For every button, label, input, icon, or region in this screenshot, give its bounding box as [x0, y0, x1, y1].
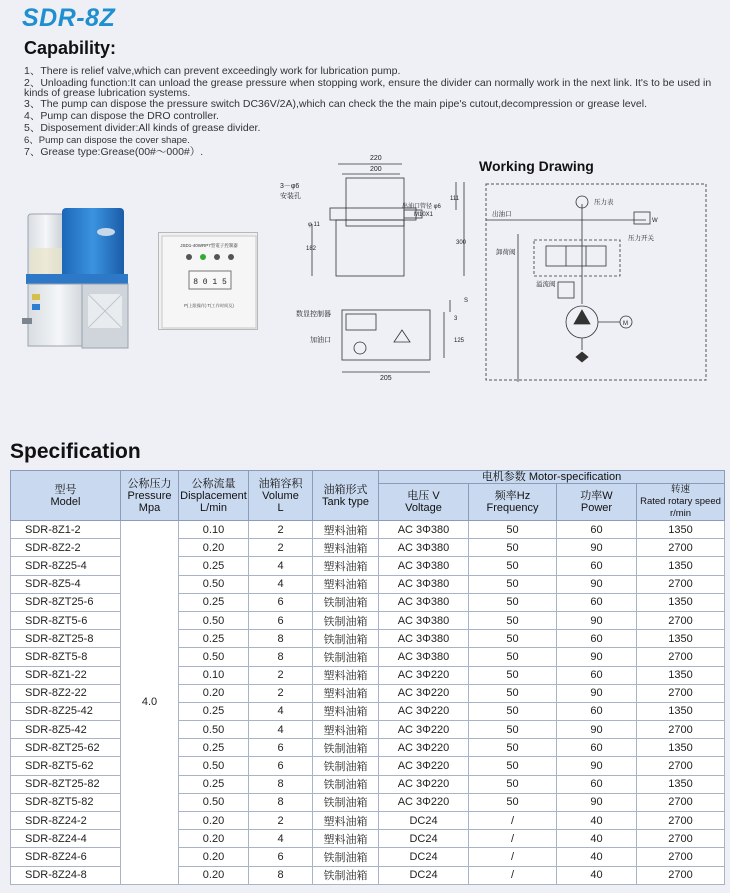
dim-182: 182	[306, 246, 317, 252]
capability-item: 1、There is relief valve,which can prevent exceedingly work for lubrication pump.	[24, 65, 401, 77]
cell-displacement: 0.25	[179, 593, 249, 611]
cell-model: SDR-8Z24-2	[11, 812, 121, 830]
cell-model: SDR-8ZT25-82	[11, 775, 121, 793]
spec-heading: Specification	[10, 440, 141, 463]
cell-frequency: 50	[469, 757, 557, 775]
col-pressure: 公称压力 Pressure Mpa	[121, 471, 179, 521]
cell-displacement: 0.25	[179, 702, 249, 720]
cell-displacement: 0.25	[179, 557, 249, 575]
cell-speed: 2700	[637, 611, 725, 629]
cell-model: SDR-8Z5-42	[11, 721, 121, 739]
dimension-drawing	[276, 152, 472, 388]
table-row	[11, 611, 725, 629]
cell-frequency: 50	[469, 775, 557, 793]
cell-volume: 4	[249, 702, 313, 720]
col-tank: 油箱形式 Tank type	[313, 471, 379, 521]
cell-frequency: 50	[469, 666, 557, 684]
cell-frequency: 50	[469, 684, 557, 702]
cell-model: SDR-8ZT5-62	[11, 757, 121, 775]
cell-model: SDR-8ZT5-6	[11, 611, 121, 629]
cell-voltage: AC 3Φ380	[379, 593, 469, 611]
cell-model: SDR-8Z2-2	[11, 539, 121, 557]
cell-displacement: 0.20	[179, 684, 249, 702]
col-voltage: 电压 V Voltage	[379, 484, 469, 521]
cell-power: 60	[557, 775, 637, 793]
cell-speed: 2700	[637, 848, 725, 866]
cell-model: SDR-8Z1-22	[11, 666, 121, 684]
cell-speed: 2700	[637, 721, 725, 739]
cell-model: SDR-8Z24-4	[11, 830, 121, 848]
schem-switch: 压力开关	[628, 235, 654, 242]
cell-volume: 8	[249, 775, 313, 793]
dim-220: 220	[370, 155, 382, 162]
cell-voltage: DC24	[379, 830, 469, 848]
cell-speed: 1350	[637, 775, 725, 793]
cell-model: SDR-8Z24-6	[11, 848, 121, 866]
cell-voltage: AC 3Φ220	[379, 702, 469, 720]
cell-power: 60	[557, 521, 637, 539]
table-row	[11, 757, 725, 775]
cell-frequency: 50	[469, 739, 557, 757]
table-row	[11, 593, 725, 611]
cell-power: 60	[557, 702, 637, 720]
cell-voltage: AC 3Φ380	[379, 611, 469, 629]
cell-voltage: AC 3Φ380	[379, 521, 469, 539]
cell-speed: 2700	[637, 648, 725, 666]
table-row	[11, 630, 725, 648]
cell-model: SDR-8Z1-2	[11, 521, 121, 539]
cell-speed: 2700	[637, 684, 725, 702]
cell-model: SDR-8Z24-8	[11, 866, 121, 884]
cell-power: 90	[557, 757, 637, 775]
cell-displacement: 0.50	[179, 721, 249, 739]
dim-125: 125	[454, 338, 465, 344]
schem-w: W	[652, 218, 658, 224]
cell-volume: 6	[249, 757, 313, 775]
filler-label: 加油口	[310, 337, 331, 344]
dim-111: 111	[450, 196, 460, 202]
cell-volume: 2	[249, 666, 313, 684]
cell-volume: 8	[249, 630, 313, 648]
capability-list	[24, 66, 724, 159]
cell-power: 40	[557, 848, 637, 866]
page-title: SDR-8Z	[22, 4, 116, 32]
cell-speed: 1350	[637, 557, 725, 575]
cell-model: SDR-8Z25-42	[11, 702, 121, 720]
cell-voltage: AC 3Φ380	[379, 648, 469, 666]
table-row	[11, 812, 725, 830]
cell-speed: 1350	[637, 666, 725, 684]
cell-voltage: AC 3Φ380	[379, 557, 469, 575]
cell-displacement: 0.20	[179, 812, 249, 830]
cell-tank: 铁制油箱	[313, 739, 379, 757]
cell-model: SDR-8ZT25-62	[11, 739, 121, 757]
cell-tank: 塑料油箱	[313, 575, 379, 593]
cell-speed: 2700	[637, 757, 725, 775]
schem-unload: 卸荷阀	[496, 249, 516, 256]
cell-speed: 1350	[637, 593, 725, 611]
cell-frequency: /	[469, 830, 557, 848]
spec-table	[10, 470, 725, 885]
cell-volume: 8	[249, 866, 313, 884]
cell-volume: 4	[249, 557, 313, 575]
cell-frequency: 50	[469, 575, 557, 593]
dim-205: 205	[380, 375, 392, 382]
cell-speed: 1350	[637, 702, 725, 720]
dim-200: 200	[370, 166, 382, 173]
table-row	[11, 557, 725, 575]
cell-power: 90	[557, 648, 637, 666]
cell-frequency: /	[469, 812, 557, 830]
table-row	[11, 684, 725, 702]
cell-voltage: AC 3Φ220	[379, 757, 469, 775]
col-displacement: 公称流量 Displacement L/min	[179, 471, 249, 521]
cell-tank: 铁制油箱	[313, 848, 379, 866]
dim-outlet: 出油口管径 φ6	[402, 204, 441, 210]
col-frequency: 频率Hz Frequency	[469, 484, 557, 521]
cell-model: SDR-8ZT25-8	[11, 630, 121, 648]
cell-model: SDR-8Z25-4	[11, 557, 121, 575]
capability-item: 3、The pump can dispose the pressure switch DC36V/2A),which can check the the main pipe's cutout,decompression or grease level.	[24, 98, 647, 110]
cell-tank: 塑料油箱	[313, 684, 379, 702]
dim-phi11: φ 11	[308, 222, 320, 228]
cell-tank: 塑料油箱	[313, 557, 379, 575]
capability-item: 6、Pump can dispose the cover shape.	[24, 135, 190, 146]
cell-displacement: 0.50	[179, 648, 249, 666]
col-volume: 油箱容积 Volume L	[249, 471, 313, 521]
cell-speed: 1350	[637, 739, 725, 757]
col-speed: 转速 Rated rotary speed r/min	[637, 484, 725, 521]
table-row	[11, 721, 725, 739]
cell-power: 40	[557, 866, 637, 884]
cell-frequency: 50	[469, 721, 557, 739]
cell-frequency: 50	[469, 793, 557, 811]
dim-3: 3	[454, 316, 458, 322]
cell-volume: 6	[249, 611, 313, 629]
table-row	[11, 830, 725, 848]
cell-voltage: AC 3Φ220	[379, 793, 469, 811]
cell-power: 40	[557, 812, 637, 830]
cell-voltage: DC24	[379, 848, 469, 866]
cell-model: SDR-8Z5-4	[11, 575, 121, 593]
table-row	[11, 775, 725, 793]
col-model: 型号 Model	[11, 471, 121, 521]
cell-tank: 铁制油箱	[313, 648, 379, 666]
cell-tank: 塑料油箱	[313, 539, 379, 557]
cell-pressure: 4.0	[121, 521, 179, 885]
cell-volume: 8	[249, 793, 313, 811]
cell-speed: 2700	[637, 793, 725, 811]
cell-volume: 2	[249, 521, 313, 539]
cell-tank: 铁制油箱	[313, 611, 379, 629]
cell-tank: 铁制油箱	[313, 866, 379, 884]
table-row	[11, 666, 725, 684]
controller-photo	[158, 232, 258, 330]
cell-tank: 铁制油箱	[313, 793, 379, 811]
cell-speed: 2700	[637, 812, 725, 830]
controller-label: 数显控制器	[296, 311, 331, 318]
cell-frequency: 50	[469, 648, 557, 666]
cell-volume: 2	[249, 684, 313, 702]
cell-volume: 4	[249, 575, 313, 593]
cell-volume: 6	[249, 848, 313, 866]
cell-volume: 4	[249, 721, 313, 739]
dim-300: 300	[456, 240, 467, 246]
cell-volume: 2	[249, 539, 313, 557]
cell-volume: 2	[249, 812, 313, 830]
schem-motor: M	[623, 321, 628, 327]
cell-voltage: AC 3Φ220	[379, 721, 469, 739]
cell-displacement: 0.10	[179, 521, 249, 539]
table-row	[11, 702, 725, 720]
cell-model: SDR-8ZT5-8	[11, 648, 121, 666]
cell-power: 90	[557, 793, 637, 811]
cell-frequency: 50	[469, 539, 557, 557]
cell-power: 90	[557, 575, 637, 593]
cell-speed: 2700	[637, 866, 725, 884]
capability-item: 7、Grease type:Grease(00#～000#）.	[24, 146, 204, 158]
cell-frequency: 50	[469, 611, 557, 629]
cell-power: 60	[557, 739, 637, 757]
cell-power: 90	[557, 721, 637, 739]
cell-tank: 塑料油箱	[313, 721, 379, 739]
cell-tank: 塑料油箱	[313, 830, 379, 848]
cell-frequency: 50	[469, 593, 557, 611]
cell-displacement: 0.20	[179, 848, 249, 866]
capability-item: 2、Unloading function:It can unload the grease pressure when stopping work, ensure the divider can normally work in the next link. It's to be used in kinds of grease lubrication systems.	[24, 77, 712, 99]
table-row	[11, 648, 725, 666]
schem-outlet: 出油口	[492, 211, 512, 218]
dim-s: S	[464, 298, 469, 304]
controller-label: JSD1-40WRP7型電子控制器	[180, 243, 238, 248]
table-row	[11, 739, 725, 757]
controller-display: 8 0 1 5	[193, 278, 227, 287]
cell-power: 90	[557, 684, 637, 702]
cell-frequency: 50	[469, 702, 557, 720]
cell-power: 60	[557, 593, 637, 611]
controller-illustration	[159, 233, 259, 331]
table-row	[11, 848, 725, 866]
controller-bottom: P(上限操作) T(工作时间及)	[184, 303, 234, 308]
working-schematic	[482, 182, 710, 382]
cell-power: 60	[557, 630, 637, 648]
cell-voltage: DC24	[379, 866, 469, 884]
col-power: 功率W Power	[557, 484, 637, 521]
cell-volume: 6	[249, 739, 313, 757]
cell-speed: 2700	[637, 830, 725, 848]
cell-power: 90	[557, 539, 637, 557]
cell-tank: 塑料油箱	[313, 702, 379, 720]
cell-volume: 8	[249, 648, 313, 666]
cell-displacement: 0.50	[179, 611, 249, 629]
table-row	[11, 866, 725, 884]
cell-tank: 塑料油箱	[313, 666, 379, 684]
cell-power: 60	[557, 666, 637, 684]
cell-voltage: DC24	[379, 812, 469, 830]
table-row	[11, 521, 725, 539]
schem-gauge: 压力表	[594, 199, 614, 206]
cell-tank: 铁制油箱	[313, 775, 379, 793]
cell-volume: 4	[249, 830, 313, 848]
cell-displacement: 0.20	[179, 830, 249, 848]
cell-tank: 塑料油箱	[313, 812, 379, 830]
cell-frequency: /	[469, 848, 557, 866]
cell-speed: 1350	[637, 521, 725, 539]
cell-power: 40	[557, 830, 637, 848]
cell-displacement: 0.25	[179, 739, 249, 757]
cell-voltage: AC 3Φ380	[379, 630, 469, 648]
working-drawing-title: Working Drawing	[479, 158, 594, 174]
table-row	[11, 539, 725, 557]
cell-voltage: AC 3Φ380	[379, 575, 469, 593]
dim-thread: M10X1	[414, 212, 434, 218]
cell-tank: 塑料油箱	[313, 521, 379, 539]
cell-frequency: 50	[469, 630, 557, 648]
capability-item: 4、Pump can dispose the DRO controller.	[24, 110, 219, 122]
cell-displacement: 0.50	[179, 575, 249, 593]
cell-model: SDR-8Z2-22	[11, 684, 121, 702]
col-motor: 电机参数 Motor-specification	[379, 471, 725, 484]
table-row	[11, 575, 725, 593]
schem-overflow: 溢流阀	[536, 281, 556, 288]
cell-frequency: 50	[469, 521, 557, 539]
cell-displacement: 0.50	[179, 757, 249, 775]
cell-speed: 1350	[637, 630, 725, 648]
pump-photo	[22, 208, 134, 354]
cell-model: SDR-8ZT25-6	[11, 593, 121, 611]
capability-item: 5、Disposement divider:All kinds of grease divider.	[24, 122, 261, 134]
dim-holes-cn: 安装孔	[280, 193, 301, 200]
cell-voltage: AC 3Φ220	[379, 775, 469, 793]
cell-displacement: 0.20	[179, 866, 249, 884]
cell-voltage: AC 3Φ220	[379, 739, 469, 757]
cell-volume: 6	[249, 593, 313, 611]
cell-tank: 铁制油箱	[313, 757, 379, 775]
cell-frequency: /	[469, 866, 557, 884]
cell-power: 90	[557, 611, 637, 629]
cell-speed: 2700	[637, 575, 725, 593]
cell-speed: 2700	[637, 539, 725, 557]
cell-displacement: 0.25	[179, 630, 249, 648]
cell-voltage: AC 3Φ220	[379, 666, 469, 684]
cell-displacement: 0.20	[179, 539, 249, 557]
cell-displacement: 0.50	[179, 793, 249, 811]
spec-table-body	[11, 521, 725, 885]
cell-power: 60	[557, 557, 637, 575]
cell-displacement: 0.10	[179, 666, 249, 684]
cell-tank: 铁制油箱	[313, 593, 379, 611]
cell-voltage: AC 3Φ380	[379, 539, 469, 557]
cell-voltage: AC 3Φ220	[379, 684, 469, 702]
cell-frequency: 50	[469, 557, 557, 575]
capability-heading: Capability:	[24, 38, 117, 58]
cell-model: SDR-8ZT5-82	[11, 793, 121, 811]
cell-tank: 铁制油箱	[313, 630, 379, 648]
cell-displacement: 0.25	[179, 775, 249, 793]
dim-holes: 3－φ6	[280, 183, 300, 190]
table-row	[11, 793, 725, 811]
